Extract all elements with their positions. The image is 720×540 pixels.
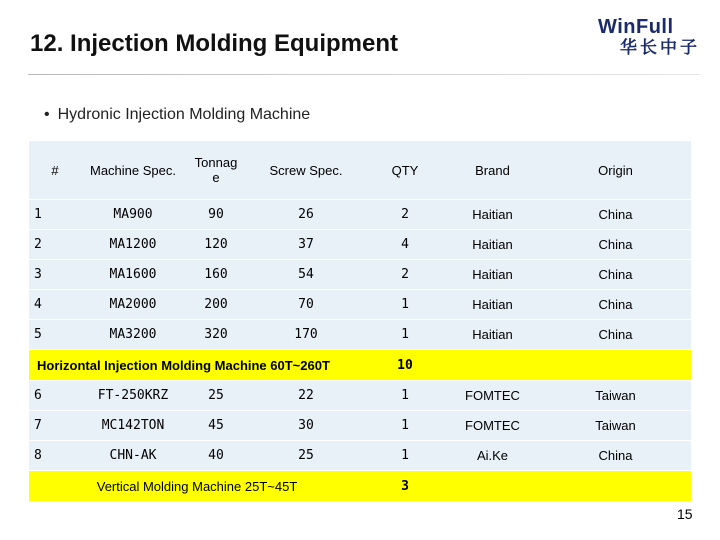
cell-qty: 1	[365, 441, 445, 471]
cell-screw-spec: 70	[247, 290, 365, 320]
page-title: 12. Injection Molding Equipment	[30, 30, 399, 57]
table-header-row	[29, 141, 691, 200]
col-header-tonnage: Tonnag e	[185, 141, 247, 200]
summary-label: Horizontal Injection Molding Machine 60T~260T	[29, 350, 365, 381]
cell-qty: 2	[365, 260, 445, 290]
cell-qty: 1	[365, 381, 445, 411]
cell-tonnage: 160	[185, 260, 247, 290]
summary-row-vertical	[29, 471, 691, 502]
table-row	[29, 441, 691, 471]
equipment-table	[29, 140, 691, 501]
table-row	[29, 200, 691, 230]
cell-machine-spec: MA900	[81, 200, 185, 230]
table-row	[29, 290, 691, 320]
cell-origin: China	[540, 290, 691, 320]
logo-english: WinFull	[598, 16, 674, 38]
cell-brand: Haitian	[445, 290, 540, 320]
cell-tonnage: 320	[185, 320, 247, 350]
subtitle-text: Hydronic Injection Molding Machine	[57, 106, 311, 123]
bullet-icon: •	[44, 106, 50, 123]
cell-number: 5	[29, 320, 81, 350]
cell-brand: Haitian	[445, 320, 540, 350]
cell-brand: FOMTEC	[445, 411, 540, 441]
cell-machine-spec: FT-250KRZ	[81, 381, 185, 411]
cell-machine-spec: MC142TON	[81, 411, 185, 441]
cell-screw-spec: 30	[247, 411, 365, 441]
section-subtitle	[44, 106, 310, 124]
summary-total: 3	[365, 471, 445, 502]
cell-screw-spec: 26	[247, 200, 365, 230]
cell-brand: FOMTEC	[445, 381, 540, 411]
cell-origin: China	[540, 320, 691, 350]
cell-origin: China	[540, 200, 691, 230]
cell-tonnage: 90	[185, 200, 247, 230]
cell-machine-spec: CHN-AK	[81, 441, 185, 471]
col-header-screw-spec: Screw Spec.	[247, 141, 365, 200]
title-divider	[28, 74, 700, 75]
cell-number: 1	[29, 200, 81, 230]
cell-number: 2	[29, 230, 81, 260]
summary-label: Vertical Molding Machine 25T~45T	[29, 471, 365, 502]
col-header-machine-spec: Machine Spec.	[81, 141, 185, 200]
cell-screw-spec: 25	[247, 441, 365, 471]
cell-origin: China	[540, 260, 691, 290]
cell-brand: Haitian	[445, 260, 540, 290]
cell-brand: Haitian	[445, 230, 540, 260]
cell-number: 3	[29, 260, 81, 290]
cell-number: 4	[29, 290, 81, 320]
cell-qty: 2	[365, 200, 445, 230]
cell-screw-spec: 37	[247, 230, 365, 260]
cell-qty: 4	[365, 230, 445, 260]
cell-screw-spec: 22	[247, 381, 365, 411]
cell-number: 7	[29, 411, 81, 441]
cell-tonnage: 200	[185, 290, 247, 320]
summary-empty	[445, 471, 691, 502]
cell-tonnage: 40	[185, 441, 247, 471]
col-header-origin: Origin	[540, 141, 691, 200]
cell-tonnage: 120	[185, 230, 247, 260]
cell-number: 6	[29, 381, 81, 411]
cell-tonnage: 45	[185, 411, 247, 441]
cell-number: 8	[29, 441, 81, 471]
table-row	[29, 320, 691, 350]
summary-empty	[445, 350, 691, 381]
cell-origin: Taiwan	[540, 381, 691, 411]
table-row	[29, 230, 691, 260]
table-row	[29, 411, 691, 441]
cell-tonnage: 25	[185, 381, 247, 411]
cell-screw-spec: 54	[247, 260, 365, 290]
col-header-number: #	[29, 141, 81, 200]
table-row	[29, 260, 691, 290]
summary-row-horizontal	[29, 350, 691, 381]
col-header-qty: QTY	[365, 141, 445, 200]
summary-total: 10	[365, 350, 445, 381]
cell-machine-spec: MA3200	[81, 320, 185, 350]
cell-machine-spec: MA2000	[81, 290, 185, 320]
logo-chinese: 华长中子	[620, 38, 700, 58]
cell-qty: 1	[365, 320, 445, 350]
cell-origin: Taiwan	[540, 411, 691, 441]
table-row	[29, 381, 691, 411]
cell-qty: 1	[365, 290, 445, 320]
cell-brand: Ai.Ke	[445, 441, 540, 471]
cell-brand: Haitian	[445, 200, 540, 230]
cell-origin: China	[540, 441, 691, 471]
cell-qty: 1	[365, 411, 445, 441]
cell-machine-spec: MA1200	[81, 230, 185, 260]
col-header-brand: Brand	[445, 141, 540, 200]
page-number: 15	[677, 506, 693, 522]
company-logo	[598, 16, 708, 62]
cell-machine-spec: MA1600	[81, 260, 185, 290]
cell-origin: China	[540, 230, 691, 260]
cell-screw-spec: 170	[247, 320, 365, 350]
